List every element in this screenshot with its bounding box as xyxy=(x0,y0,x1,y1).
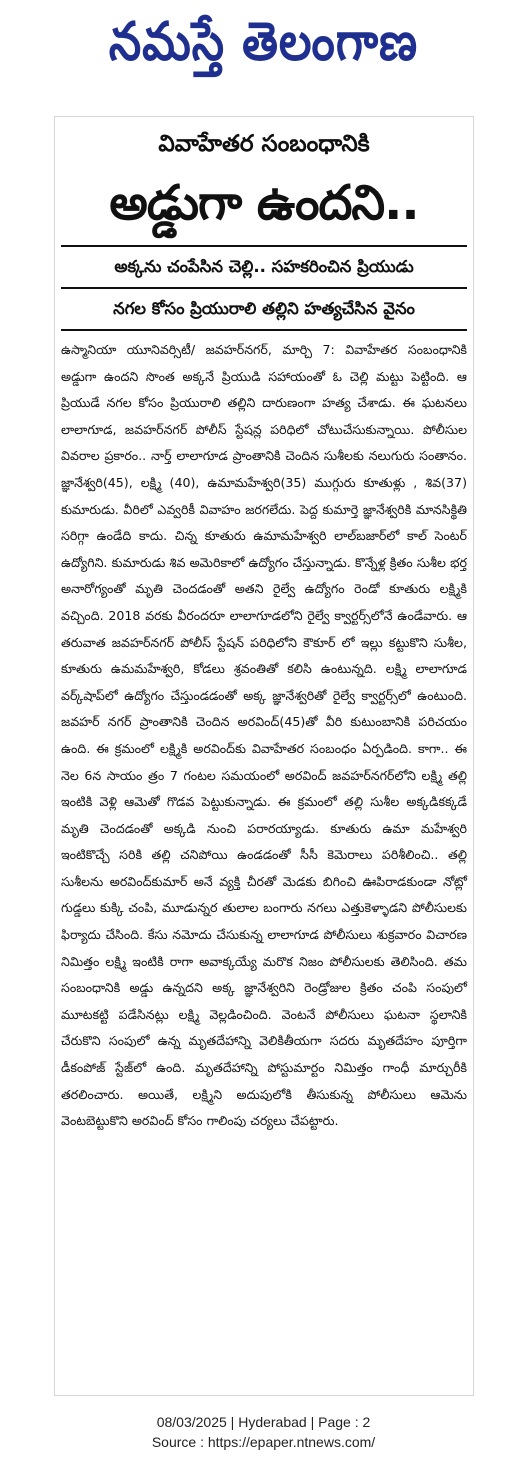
newspaper-logo: నమస్తే తెలంగాణ xyxy=(108,10,419,73)
article-body: ఉస్మానియా యూనివర్సిటీ/ జవహర్‌నగర్, మార్చి 7: వివాహేతర సంబంధానికి అడ్డుగా ఉందని సొంత అక్కనే ప్రియుడి సహాయంతో ఓ చెల్లి మట్టు పెట్టింది. ఆ ప్రియుడే నగల కోసం ప్రియురాలి తల్లిని దారుణంగా హత్య చేశాడు. ఈ ఘటనలు లాలాగూడ, జవహర్‌నగర్ పోలీస్ స్టేషన్ల పరిధిలో చోటుచేసుకున్నాయి. పోలీసుల వివరాల ప్రకారం.. నార్త్ లాలాగూడ ప్రాంతానికి చెందిన సుశీలకు నలుగురు సంతానం. జ్ఞానేశ్వరి(45), లక్ష్మి (40), ఉమామహేశ్వరి(35) ముగ్గురు కూతుళ్లు , శివ(37) కుమారుడు. వీరిలో ఎవ్వరికీ వివాహం జరగలేదు. పెద్ద కుమార్తె జ్ఞానేశ్వరికి మానసిక్థితి సరిగ్గా ఉండేది కాదు. చిన్న కూతురు ఉమామహేశ్వరి లాల్‌బజార్‌లో కాల్ సెంటర్ ఉద్యోగిని. కుమారుడు శివ అమెరికాలో ఉద్యోగం చేస్తున్నాడు. కొన్నేళ్ల క్రితం సుశీల భర్త అనారోగ్యంతో మృతి చెందడంతో అతని రైల్వే ఉద్యోగం రెండో కూతురు లక్ష్మికి వచ్చింది. 2018 వరకు వీరందరూ లాలాగూడలోని రైల్వే క్వార్టర్స్‌లోనే ఉండేవారు. ఆ తరువాత జవహర్‌నగర్ పోలీస్ స్టేషన్ పరిధిలోని కౌకూర్ లో ఇల్లు కట్టుకొని సుశీల, కూతురు ఉమమహేశ్వరి, కోడలు శ్రవంతితో కలిసి ఉంటున్నది. లక్ష్మి లాలాగూడ వర్క్‌షాప్‌లో ఉద్యోగం చేస్తుండడంతో అక్క జ్ఞానేశ్వరితో రైల్వే క్వార్టర్స్‌లో ఉంటుంది. జవహర్ నగర్ ప్రాంతానికి చెందిన అరవింద్(45)తో వీరి కుటుంబానికి పరిచయం ఉంది. ఈ క్రమంలో లక్ష్మికి అరవింద్‌కు వివాహేతర సంబంధం ఏర్పడింది. కాగా.. ఈ నెల 6న సాయం త్రం 7 గంటల సమయంలో అరవింద్ జవహర్‌నగర్‌లోని లక్ష్మి తల్లి ఇంటికి వెళ్లి ఆమెతో గొడవ పెట్టుకున్నాడు. ఈ క్రమంలో తల్లి సుశీల అక్కడికక్కడే మృతి చెందడంతో అక్కడి నుంచి పరారయ్యాడు. కూతురు ఉమా మహేశ్వరి ఇంటికొచ్చే సరికి తల్లి చనిపోయి ఉండడంతో సీసీ కెమెరాలు పరిశీలించి.. తల్లి సుశీలను అరవింద్‌కుమార్ అనే వ్యక్తి చీరతో మెడకు బిగించి ఊపిరాడకుండా నోట్లో గుడ్డలు కుక్కి చంపి, మూడున్నర తులాల బంగారు నగలు ఎత్తుకెళ్ళాడని పోలీసులకు ఫిర్యాదు చేసింది. కేసు నమోదు చేసుకున్న లాలాగూడ పోలీసులు శుక్రవారం విచారణ నిమిత్తం లక్ష్మి ఇంటికి రాగా అవాక్కయ్యే మరొక నిజం పోలీసులకు తెలిసింది. తమ సంబంధానికి అడ్డు ఉన్నదని అక్క జ్ఞానేశ్వరిని రెండ్రోజుల క్రితం చంపి సంపులో మూటకట్టి పడేసినట్లు లక్ష్మి వెల్లడించింది. వెంటనే పోలీసులు ఘటనా స్థలానికి చేరుకొని సంపులో ఉన్న మృతదేహాన్ని వెలికితీయగా సదరు మృతదేహం పూర్తిగా డీకంపోజ్ స్టేజ్‌లో ఉంది. మృతదేహాన్ని పోస్టుమార్టం నిమిత్తం గాంధీ మార్చురీకి తరలించారు. అయితే, లక్ష్మిని అదుపులోకి తీసుకున్న పోలీసులు ఆమెను వెంటబెట్టుకొని అరవింద్ కోసం గాలింపు చర్యలు చేపట్టారు. xyxy=(61,342,467,1129)
article-headline: అడ్డుగా ఉందని.. xyxy=(109,175,419,231)
edition-info: 08/03/2025 | Hyderabad | Page : 2 xyxy=(156,1414,371,1430)
article-subhead-2: నగల కోసం ప్రియురాలి తల్లిని హత్యచేసిన వైనం xyxy=(113,299,415,318)
source-link[interactable]: Source : https://epaper.ntnews.com/ xyxy=(151,1434,376,1450)
page-footer xyxy=(0,1412,527,1452)
article-kicker: వివాహేతర సంబంధానికి xyxy=(158,131,370,157)
divider-rule xyxy=(61,329,467,331)
article-subhead-1: అక్కను చంపేసిన చెల్లి.. సహకరించిన ప్రియుడు xyxy=(114,257,414,276)
masthead xyxy=(0,0,527,96)
news-clipping xyxy=(54,116,474,1396)
